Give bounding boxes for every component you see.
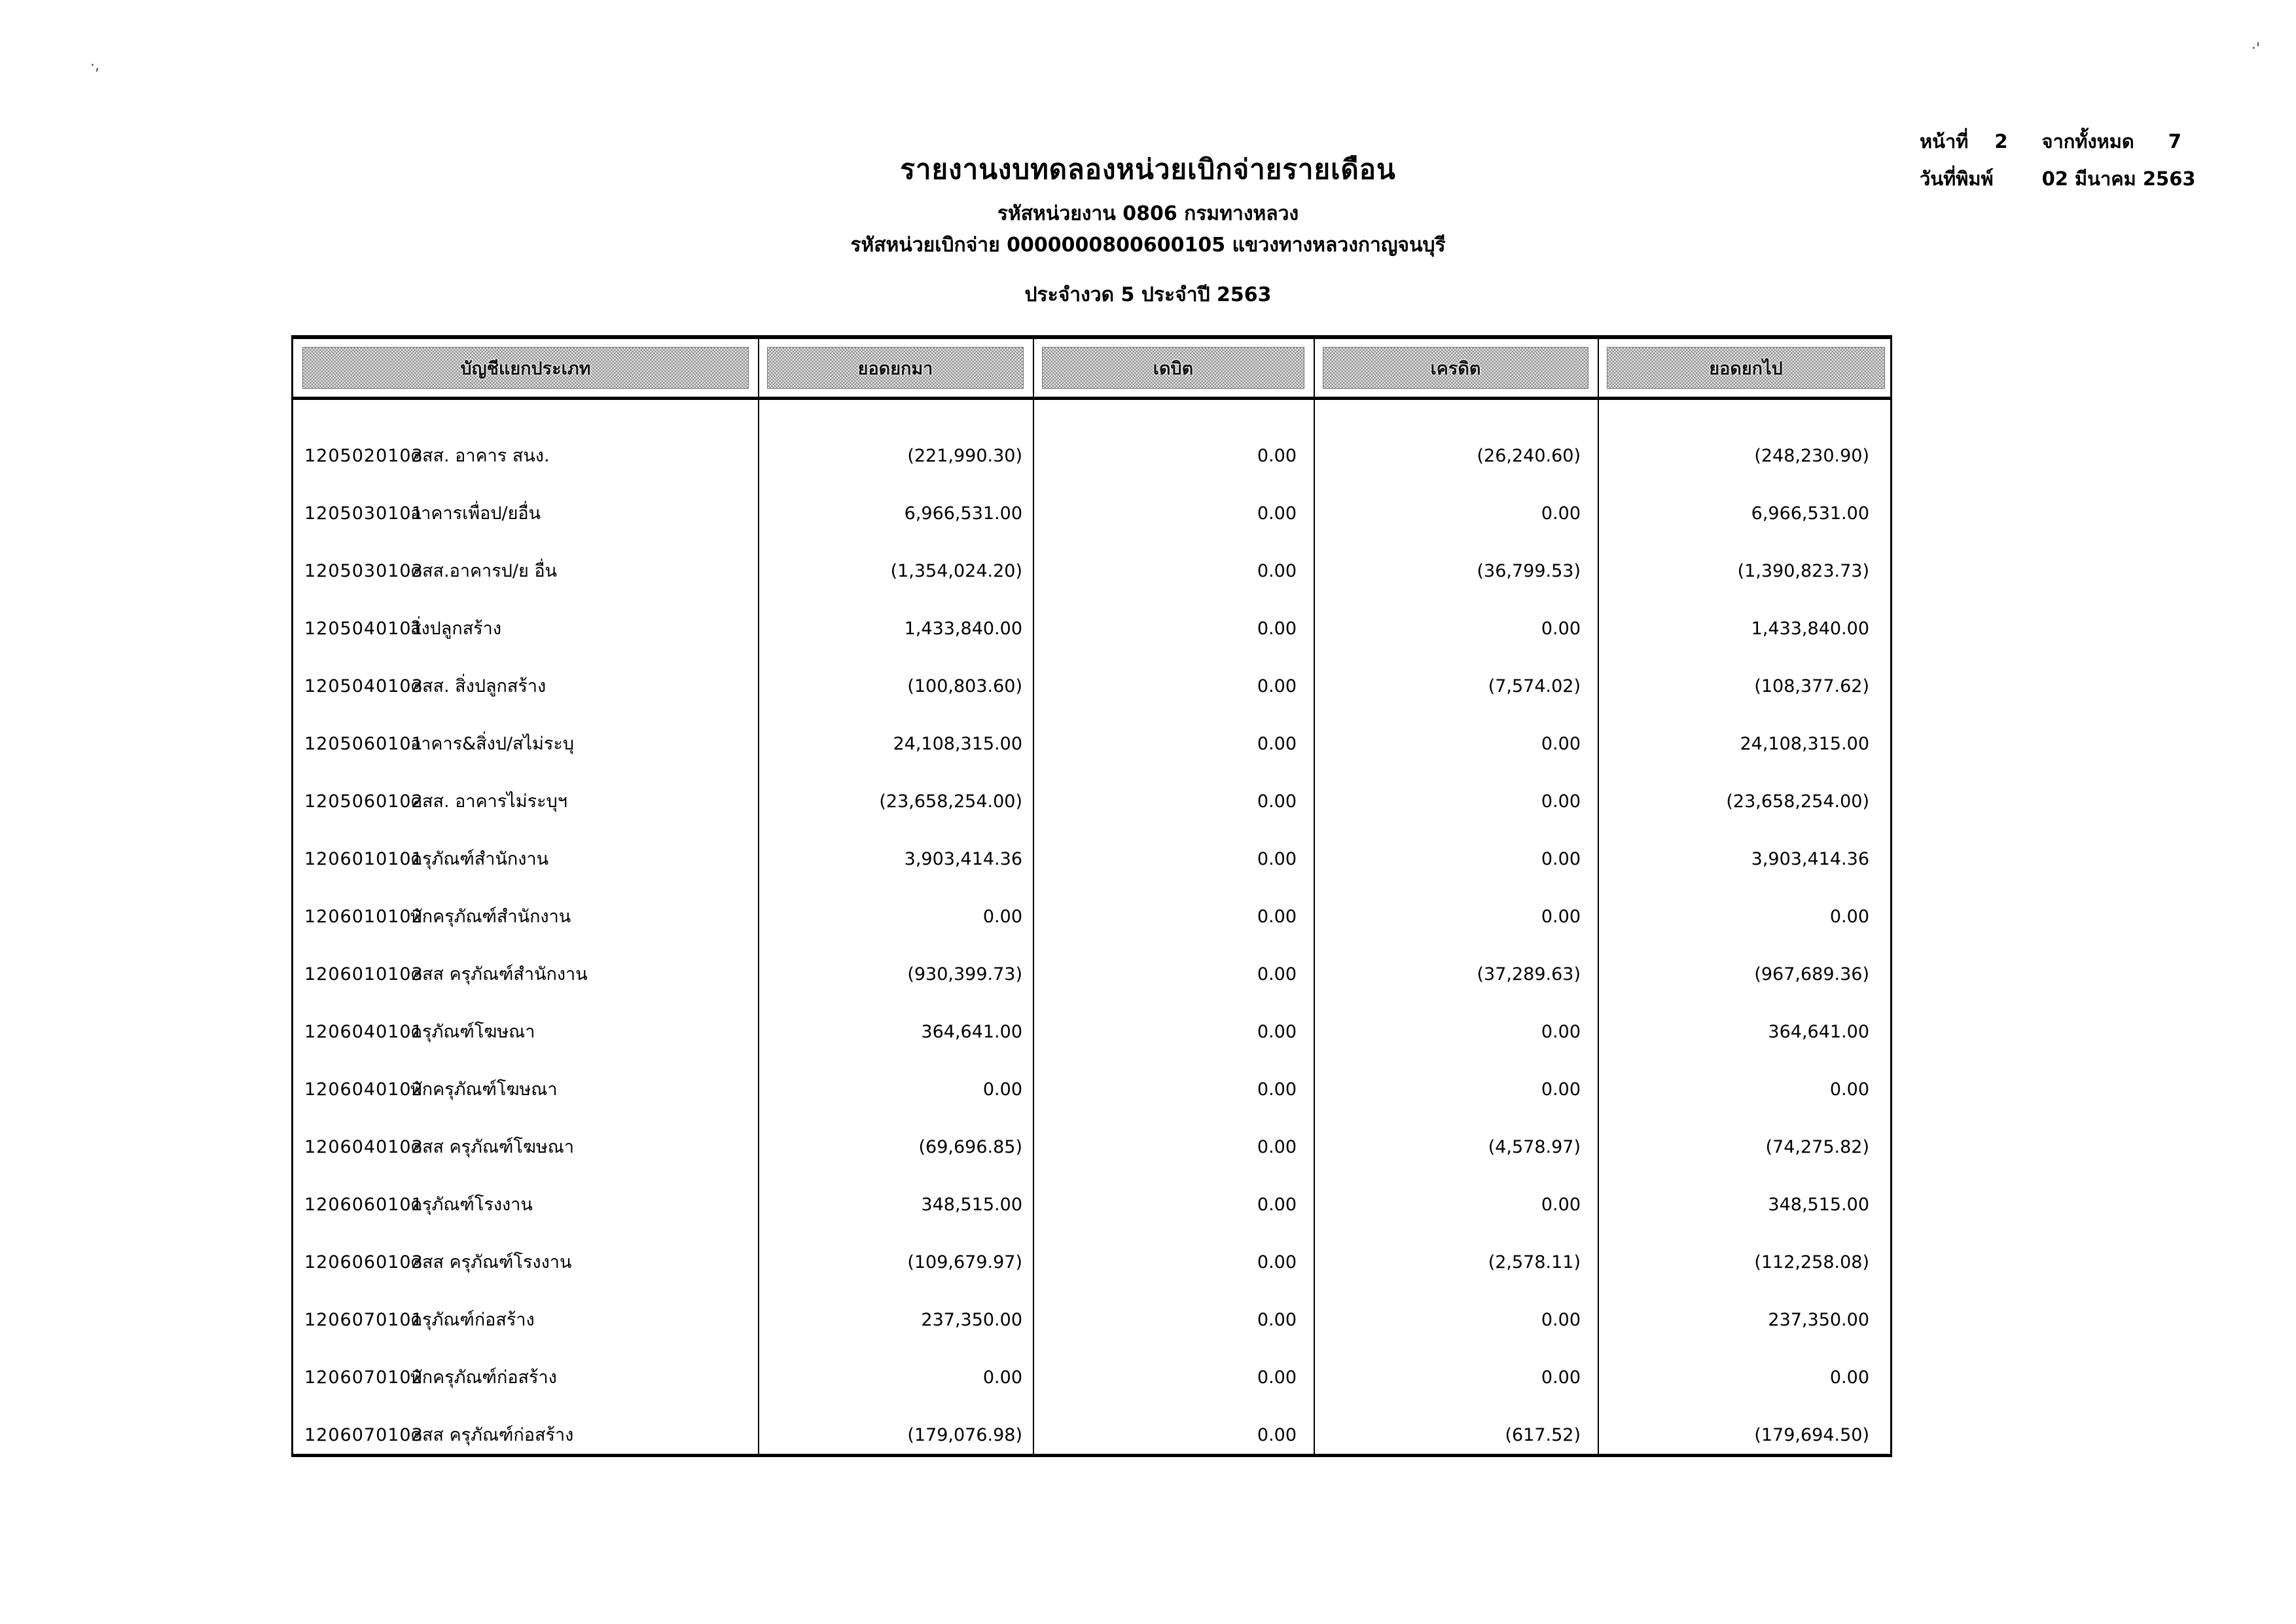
account-code: 1206070102 <box>304 1367 423 1388</box>
amount-credit: 0.00 <box>1541 907 1581 928</box>
print-date-label: วันที่พิมพ์ <box>1920 168 1994 190</box>
account-cell <box>293 1080 758 1100</box>
amount-debit: 0.00 <box>1257 676 1297 697</box>
scan-artifact: ·' <box>2251 41 2261 57</box>
table-row <box>293 888 1890 946</box>
table-row <box>293 715 1890 773</box>
amount-carried-forward: 6,966,531.00 <box>1751 503 1869 524</box>
table-row <box>293 543 1890 600</box>
table-row <box>293 1291 1890 1349</box>
amount-carried-forward: 0.00 <box>1829 1367 1869 1388</box>
table-row <box>293 1176 1890 1234</box>
disbursement-unit-line: รหัสหน่วยเบิกจ่าย 0000000800600105 แขวงทางหลวงกาญจนบุรี <box>850 234 1446 257</box>
account-name: ครุภัณฑ์โรงงาน <box>410 1195 533 1216</box>
account-cell <box>293 504 758 524</box>
account-code: 1205020103 <box>304 446 423 467</box>
account-code: 1205040101 <box>304 619 423 640</box>
table-row <box>293 1349 1890 1407</box>
amount-credit: 0.00 <box>1541 1367 1581 1388</box>
trial-balance-table <box>291 335 1892 1457</box>
amount-carried-forward: (112,258.08) <box>1754 1252 1869 1273</box>
amount-brought-forward: 24,108,315.00 <box>893 734 1022 755</box>
account-cell <box>293 1195 758 1215</box>
amount-debit: 0.00 <box>1257 1252 1297 1273</box>
account-name: คสส ครุภัณฑ์โฆษณา <box>410 1137 574 1158</box>
amount-brought-forward: 1,433,840.00 <box>904 619 1022 640</box>
amount-carried-forward: (248,230.90) <box>1754 446 1869 467</box>
account-code: 1206010101 <box>304 849 423 870</box>
column-header-carried-forward: ยอดยกไป <box>1607 347 1885 389</box>
account-code: 1206060101 <box>304 1195 423 1216</box>
account-code: 1205060102 <box>304 791 423 812</box>
amount-carried-forward: (74,275.82) <box>1765 1137 1869 1158</box>
account-cell <box>293 1022 758 1042</box>
account-cell <box>293 1138 758 1157</box>
account-name: คสส ครุภัณฑ์สำนักงาน <box>410 964 588 985</box>
account-code: 1206060103 <box>304 1252 423 1273</box>
column-header-debit: เดบิต <box>1042 347 1304 389</box>
account-name: คสส ครุภัณฑ์โรงงาน <box>410 1252 572 1273</box>
amount-debit: 0.00 <box>1257 849 1297 870</box>
column-divider <box>1598 339 1599 1454</box>
amount-credit: 0.00 <box>1541 1195 1581 1216</box>
account-code: 1206010103 <box>304 964 423 985</box>
amount-debit: 0.00 <box>1257 1137 1297 1158</box>
account-cell <box>293 907 758 927</box>
account-cell <box>293 1310 758 1330</box>
amount-debit: 0.00 <box>1257 446 1297 467</box>
agency-code-line: รหัสหน่วยงาน 0806 กรมทางหลวง <box>997 202 1299 225</box>
table-row <box>293 1407 1890 1464</box>
page-label: หน้าที่ <box>1920 130 1969 153</box>
amount-brought-forward: (109,679.97) <box>907 1252 1022 1273</box>
amount-carried-forward: (1,390,823.73) <box>1737 561 1869 582</box>
amount-debit: 0.00 <box>1257 791 1297 812</box>
account-name: คสส. อาคาร สนง. <box>410 446 550 467</box>
amount-brought-forward: (100,803.60) <box>907 676 1022 697</box>
table-row <box>293 427 1890 485</box>
account-name: พักครุภัณฑ์ก่อสร้าง <box>410 1367 557 1388</box>
table-row <box>293 600 1890 658</box>
amount-brought-forward: 348,515.00 <box>921 1195 1022 1216</box>
table-row <box>293 773 1890 831</box>
account-cell <box>293 677 758 696</box>
account-cell <box>293 965 758 984</box>
amount-carried-forward: 1,433,840.00 <box>1751 619 1869 640</box>
table-row <box>293 485 1890 543</box>
amount-debit: 0.00 <box>1257 907 1297 928</box>
account-code: 1206070103 <box>304 1425 423 1446</box>
print-date: 02 มีนาคม 2563 <box>2041 168 2196 190</box>
account-cell <box>293 562 758 581</box>
column-header-credit: เครดิต <box>1323 347 1588 389</box>
amount-debit: 0.00 <box>1257 1195 1297 1216</box>
account-name: ครุภัณฑ์สำนักงาน <box>410 849 549 870</box>
amount-carried-forward: 237,350.00 <box>1768 1310 1869 1331</box>
account-name: ครุภัณฑ์ก่อสร้าง <box>410 1310 535 1331</box>
amount-carried-forward: 348,515.00 <box>1768 1195 1869 1216</box>
total-pages-label: จากทั้งหมด <box>2041 130 2134 153</box>
account-cell <box>293 1426 758 1445</box>
table-row <box>293 831 1890 888</box>
column-header-brought-forward: ยอดยกมา <box>767 347 1024 389</box>
amount-credit: 0.00 <box>1541 1079 1581 1100</box>
page-number-info <box>1920 126 2181 156</box>
amount-debit: 0.00 <box>1257 1022 1297 1043</box>
table-row <box>293 1003 1890 1061</box>
account-code: 1205060101 <box>304 734 423 755</box>
account-name: อาคาร&สิ่งป/สไม่ระบุ <box>410 734 575 755</box>
total-pages: 7 <box>2168 130 2181 153</box>
amount-debit: 0.00 <box>1257 619 1297 640</box>
account-code: 1206040103 <box>304 1137 423 1158</box>
amount-debit: 0.00 <box>1257 1367 1297 1388</box>
account-code: 1205030103 <box>304 561 423 582</box>
amount-carried-forward: (179,694.50) <box>1754 1425 1869 1446</box>
print-date-info <box>1920 164 2196 194</box>
table-row <box>293 1234 1890 1291</box>
account-cell <box>293 734 758 754</box>
table-header-row <box>293 339 1890 400</box>
amount-debit: 0.00 <box>1257 1310 1297 1331</box>
amount-brought-forward: 6,966,531.00 <box>904 503 1022 524</box>
column-divider <box>758 339 759 1454</box>
account-code: 1206070101 <box>304 1310 423 1331</box>
account-name: คสส. อาคารไม่ระบุฯ <box>410 791 567 812</box>
table-row <box>293 658 1890 715</box>
amount-debit: 0.00 <box>1257 561 1297 582</box>
amount-credit: (2,578.11) <box>1488 1252 1581 1273</box>
table-row <box>293 1119 1890 1176</box>
amount-credit: (36,799.53) <box>1477 561 1581 582</box>
amount-debit: 0.00 <box>1257 1079 1297 1100</box>
amount-brought-forward: 237,350.00 <box>921 1310 1022 1331</box>
amount-brought-forward: 0.00 <box>982 1367 1022 1388</box>
amount-debit: 0.00 <box>1257 1425 1297 1446</box>
page-title: รายงานงบทดลองหน่วยเบิกจ่ายรายเดือน <box>900 153 1396 185</box>
amount-brought-forward: 0.00 <box>982 1079 1022 1100</box>
account-code: 1206010102 <box>304 907 423 928</box>
account-name: พักครุภัณฑ์โฆษณา <box>410 1079 558 1100</box>
amount-credit: 0.00 <box>1541 1022 1581 1043</box>
account-name: พักครุภัณฑ์สำนักงาน <box>410 907 571 928</box>
table-body <box>293 400 1890 1464</box>
amount-carried-forward: 0.00 <box>1829 907 1869 928</box>
amount-carried-forward: 0.00 <box>1829 1079 1869 1100</box>
column-divider <box>1314 339 1315 1454</box>
scan-artifact: ·, <box>90 58 99 74</box>
account-cell <box>293 850 758 869</box>
account-cell <box>293 446 758 466</box>
amount-credit: 0.00 <box>1541 619 1581 640</box>
account-cell <box>293 619 758 639</box>
amount-credit: 0.00 <box>1541 791 1581 812</box>
amount-credit: 0.00 <box>1541 849 1581 870</box>
amount-carried-forward: (967,689.36) <box>1754 964 1869 985</box>
amount-carried-forward: 24,108,315.00 <box>1740 734 1869 755</box>
amount-brought-forward: (930,399.73) <box>907 964 1022 985</box>
amount-brought-forward: (1,354,024.20) <box>890 561 1022 582</box>
amount-credit: 0.00 <box>1541 734 1581 755</box>
amount-brought-forward: 3,903,414.36 <box>904 849 1022 870</box>
amount-credit: (37,289.63) <box>1477 964 1581 985</box>
column-divider <box>1033 339 1034 1454</box>
amount-debit: 0.00 <box>1257 964 1297 985</box>
amount-carried-forward: 364,641.00 <box>1768 1022 1869 1043</box>
table-row <box>293 1061 1890 1119</box>
period-line: ประจำงวด 5 ประจำปี 2563 <box>1024 283 1272 306</box>
column-header-account: บัญชีแยกประเภท <box>302 347 749 389</box>
amount-credit: (7,574.02) <box>1488 676 1581 697</box>
amount-brought-forward: (69,696.85) <box>918 1137 1022 1158</box>
amount-carried-forward: 3,903,414.36 <box>1751 849 1869 870</box>
account-name: คสส ครุภัณฑ์ก่อสร้าง <box>410 1425 574 1446</box>
amount-brought-forward: 0.00 <box>982 907 1022 928</box>
account-code: 1205030101 <box>304 503 423 524</box>
account-cell <box>293 1368 758 1388</box>
account-name: ครุภัณฑ์โฆษณา <box>410 1022 535 1043</box>
amount-debit: 0.00 <box>1257 734 1297 755</box>
amount-credit: 0.00 <box>1541 503 1581 524</box>
amount-brought-forward: (179,076.98) <box>907 1425 1022 1446</box>
account-name: คสส.อาคารป/ย อื่น <box>410 561 558 582</box>
account-name: คสส. สิ่งปลูกสร้าง <box>410 676 547 697</box>
page-number: 2 <box>1994 130 2008 153</box>
account-code: 1206040101 <box>304 1022 423 1043</box>
amount-carried-forward: (23,658,254.00) <box>1726 791 1869 812</box>
table-row <box>293 946 1890 1003</box>
amount-credit: (26,240.60) <box>1477 446 1581 467</box>
account-code: 1206040102 <box>304 1079 423 1100</box>
account-name: อาคารเพื่อป/ยอื่น <box>410 503 541 524</box>
amount-credit: (4,578.97) <box>1488 1137 1581 1158</box>
amount-debit: 0.00 <box>1257 503 1297 524</box>
account-name: สิ่งปลูกสร้าง <box>410 619 502 640</box>
account-cell <box>293 1253 758 1272</box>
account-code: 1205040103 <box>304 676 423 697</box>
amount-carried-forward: (108,377.62) <box>1754 676 1869 697</box>
amount-credit: (617.52) <box>1505 1425 1581 1446</box>
amount-credit: 0.00 <box>1541 1310 1581 1331</box>
account-cell <box>293 792 758 812</box>
amount-brought-forward: (23,658,254.00) <box>879 791 1022 812</box>
amount-brought-forward: (221,990.30) <box>907 446 1022 467</box>
amount-brought-forward: 364,641.00 <box>921 1022 1022 1043</box>
